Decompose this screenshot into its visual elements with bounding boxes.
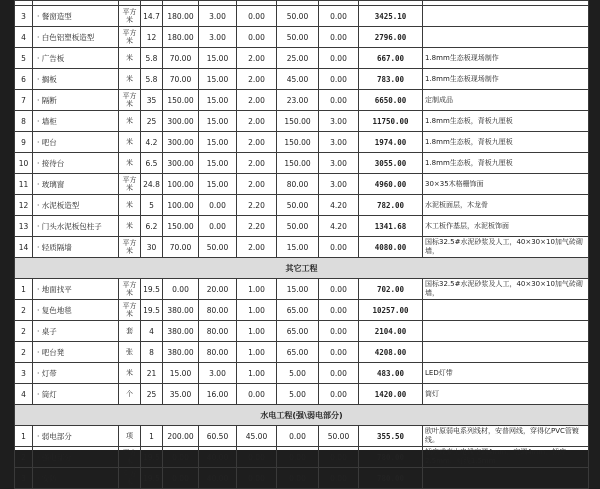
item-name-cell: · 吧台凳 [33,342,119,363]
amount-cell: 10257.00 [359,300,423,321]
labor-price-cell: 80.00 [277,174,319,195]
quantity-cell: 8 [141,342,163,363]
amount-cell: 782.00 [359,195,423,216]
table-row [15,111,589,132]
section-header [15,258,589,279]
other-fee-cell: 3.00 [319,153,359,174]
labor-price-cell: 25.00 [277,48,319,69]
auxiliary-price-cell: 15.00 [199,111,237,132]
unit-cell: 米 [119,216,141,237]
quote-sheet [14,0,588,486]
other-fee-cell: 0.00 [319,447,359,468]
remarks-cell: 1.8mm生态板现场制作 [423,48,589,69]
material-price-cell: 380.00 [163,342,199,363]
remarks-cell: 30×35木格栅饰面 [423,174,589,195]
labor-price-cell: 65.00 [277,342,319,363]
loss-rate-cell: 1.00 [237,321,277,342]
auxiliary-price-cell: 80.00 [199,342,237,363]
labor-price-cell: 5.00 [277,384,319,405]
labor-price-cell: 0.00 [277,447,319,468]
item-name-cell: · 白色铝塑板造型 [33,27,119,48]
quantity-cell: 35 [141,90,163,111]
material-price-cell: 180.00 [163,27,199,48]
remarks-cell: 木工板作基层，水泥板饰面 [423,216,589,237]
other-fee-cell: 0.00 [319,342,359,363]
remarks-cell: LED灯带 [423,363,589,384]
amount-cell: 2104.00 [359,321,423,342]
auxiliary-price-cell: 15.00 [199,132,237,153]
item-name-cell: · 灯带 [33,363,119,384]
row-number-cell: 6 [15,69,33,90]
item-name-cell: · 强电部分 [33,447,119,468]
labor-price-cell: 150.00 [277,132,319,153]
other-fee-cell: 0.00 [319,384,359,405]
other-fee-cell: 0.00 [319,6,359,27]
remarks-cell: 水泥板面层，木龙骨 [423,195,589,216]
amount-cell: 783.00 [359,69,423,90]
amount-cell: 6650.00 [359,90,423,111]
quantity-cell: 19.5 [141,468,163,489]
quantity-cell: 21 [141,363,163,384]
quantity-cell: 25 [141,384,163,405]
table-row [15,27,589,48]
unit-cell: 平方米 [119,279,141,300]
material-price-cell: 100.00 [163,174,199,195]
other-fee-cell: 0.00 [319,363,359,384]
material-price-cell: 70.00 [163,69,199,90]
other-fee-cell: 0.00 [319,300,359,321]
other-fee-cell: 4.20 [319,195,359,216]
loss-rate-cell: 2.00 [237,111,277,132]
table-row [15,174,589,195]
amount-cell: 2796.00 [359,27,423,48]
auxiliary-price-cell: 15.00 [199,90,237,111]
remarks-cell: 定制成品 [423,90,589,111]
table-row [15,363,589,384]
amount-cell: 3055.00 [359,153,423,174]
table-row [15,195,589,216]
remarks-cell: 1.8mm生态板现场制作 [423,69,589,90]
unit-cell: 平方米 [119,237,141,258]
table-row [15,48,589,69]
labor-price-cell: 45.00 [277,69,319,90]
item-name-cell: · 轻质隔墙 [33,237,119,258]
labor-price-cell: 0.00 [277,426,319,447]
quantity-cell: 5.8 [141,48,163,69]
item-name-cell: · 水泥板造型 [33,195,119,216]
section-title: 其它工程 [15,258,589,279]
auxiliary-price-cell: 0.00 [199,195,237,216]
amount-cell: 483.00 [359,363,423,384]
row-number-cell: 4 [15,384,33,405]
row-number-cell: 4 [15,27,33,48]
unit-cell: 米 [119,69,141,90]
table-row [15,468,589,489]
quantity-cell: 5.8 [141,69,163,90]
table-row [15,384,589,405]
labor-price-cell: 0.00 [277,468,319,489]
quantity-cell: 4 [141,321,163,342]
remarks-cell: 筒灯 [423,384,589,405]
section-header [15,405,589,426]
remarks-cell [423,321,589,342]
amount-cell: 780.00 [359,468,423,489]
auxiliary-price-cell: 60.50 [199,426,237,447]
unit-cell: 平方米 [119,6,141,27]
amount-cell: 4208.00 [359,342,423,363]
row-number-cell: 8 [15,111,33,132]
auxiliary-price-cell: 3.00 [199,6,237,27]
auxiliary-price-cell: 3.00 [199,27,237,48]
amount-cell: 702.00 [359,279,423,300]
auxiliary-price-cell: 15.00 [199,153,237,174]
labor-price-cell: 15.00 [277,279,319,300]
row-number-cell: 3 [15,6,33,27]
loss-rate-cell: 45.00 [237,426,277,447]
remarks-cell: 1.8mm生态板，背板九厘板 [423,153,589,174]
other-fee-cell: 3.00 [319,132,359,153]
material-price-cell: 380.00 [163,300,199,321]
quantity-cell: 25 [141,111,163,132]
quantity-cell: 12 [141,27,163,48]
unit-cell: 个 [119,384,141,405]
material-price-cell: 70.00 [163,48,199,69]
amount-cell: 667.00 [359,48,423,69]
item-name-cell: · 筒灯 [33,384,119,405]
other-fee-cell: 4.20 [319,216,359,237]
unit-cell: 张 [119,342,141,363]
amount-cell: 4960.00 [359,174,423,195]
remarks-cell [423,27,589,48]
unit-cell: 平方米 [119,447,141,468]
unit-cell: 米 [119,195,141,216]
auxiliary-price-cell: 15.00 [199,48,237,69]
remarks-cell [423,342,589,363]
material-price-cell: 0.00 [163,447,199,468]
table-row [15,69,589,90]
other-fee-cell: 0.00 [319,27,359,48]
loss-rate-cell: 2.00 [237,174,277,195]
loss-rate-cell: 2.00 [237,237,277,258]
row-number-cell: 1 [15,279,33,300]
loss-rate-cell: 0.00 [237,6,277,27]
loss-rate-cell: 1.00 [237,300,277,321]
unit-cell: 平方米 [119,174,141,195]
auxiliary-price-cell: 0.00 [199,216,237,237]
other-fee-cell: 0.00 [319,279,359,300]
labor-price-cell: 50.00 [277,216,319,237]
table-row [15,426,589,447]
labor-price-cell: 150.00 [277,111,319,132]
auxiliary-price-cell: 16.00 [199,384,237,405]
other-fee-cell: 0.00 [319,48,359,69]
labor-price-cell: 150.00 [277,153,319,174]
labor-price-cell: 50.00 [277,195,319,216]
quantity-cell: 4.2 [141,132,163,153]
table-row [15,216,589,237]
item-name-cell: · 隔断 [33,90,119,111]
other-fee-cell: 0.00 [319,321,359,342]
amount-cell: 355.50 [359,426,423,447]
unit-cell: 项 [119,426,141,447]
row-number-cell: 11 [15,174,33,195]
loss-rate-cell: 0.00 [237,468,277,489]
item-name-cell: · 餐窗造型 [33,6,119,27]
item-name-cell: · 安防 [33,468,119,489]
material-price-cell: 300.00 [163,111,199,132]
other-fee-cell: 0.00 [319,468,359,489]
quantity-cell: 14.7 [141,6,163,27]
amount-cell: 11750.00 [359,111,423,132]
quantity-cell: 30 [141,237,163,258]
unit-cell: 米 [119,111,141,132]
amount-cell: 1341.68 [359,216,423,237]
unit-cell: 平方米 [119,90,141,111]
quantity-cell: 6.5 [141,153,163,174]
item-name-cell: · 弱电部分 [33,426,119,447]
other-fee-cell: 0.00 [319,237,359,258]
other-fee-cell: 0.00 [319,90,359,111]
auxiliary-price-cell: 40.00 [199,447,237,468]
row-number-cell: 13 [15,216,33,237]
item-name-cell: · 搁板 [33,69,119,90]
material-price-cell: 0.00 [163,468,199,489]
table-row [15,90,589,111]
labor-price-cell: 23.00 [277,90,319,111]
auxiliary-price-cell: 15.00 [199,174,237,195]
unit-cell: 平方米 [119,468,141,489]
item-name-cell: · 广告板 [33,48,119,69]
remarks-cell [423,300,589,321]
item-name-cell: · 门头水泥板包柱子 [33,216,119,237]
row-number-cell: 9 [15,132,33,153]
amount-cell: 1974.00 [359,132,423,153]
table-row [15,237,589,258]
amount-cell: 4080.00 [359,237,423,258]
unit-cell: 米 [119,132,141,153]
table-row [15,153,589,174]
quantity-cell: 6.2 [141,216,163,237]
row-number-cell: 2 [15,321,33,342]
loss-rate-cell: 2.00 [237,132,277,153]
row-number-cell: 10 [15,153,33,174]
remarks-cell: 欧叶原弱电系列线材，安普网线，穿得亿PVC管镀线。 [423,426,589,447]
table-row [15,447,589,468]
material-price-cell: 70.00 [163,237,199,258]
row-number-cell: 2 [15,300,33,321]
labor-price-cell: 50.00 [277,27,319,48]
auxiliary-price-cell: 15.00 [199,69,237,90]
loss-rate-cell: 2.00 [237,69,277,90]
other-fee-cell: 50.00 [319,426,359,447]
row-number-cell: 14 [15,237,33,258]
unit-cell: 米 [119,153,141,174]
auxiliary-price-cell: 80.00 [199,321,237,342]
material-price-cell: 200.00 [163,426,199,447]
section-title: 水电工程(强\弱电部分) [15,405,589,426]
labor-price-cell: 65.00 [277,321,319,342]
quantity-cell: 19.5 [141,447,163,468]
table-row [15,132,589,153]
material-price-cell: 380.00 [163,321,199,342]
labor-price-cell: 5.00 [277,363,319,384]
row-number-cell: 3 [15,363,33,384]
item-name-cell: · 玻璃窗 [33,174,119,195]
other-fee-cell: 0.00 [319,69,359,90]
row-number-cell: 7 [15,90,33,111]
auxiliary-price-cell: 50.00 [199,237,237,258]
loss-rate-cell: 1.00 [237,279,277,300]
loss-rate-cell: 2.00 [237,90,277,111]
loss-rate-cell: 0.00 [237,27,277,48]
row-number-cell: 5 [15,48,33,69]
row-number-cell: 2 [15,342,33,363]
material-price-cell: 150.00 [163,90,199,111]
row-number-cell: 12 [15,195,33,216]
quantity-cell: 1 [141,426,163,447]
labor-price-cell: 50.00 [277,6,319,27]
amount-cell: 780.00 [359,447,423,468]
material-price-cell: 300.00 [163,153,199,174]
table-row [15,342,589,363]
remarks-cell: 1.8mm生态板，背板九厘板 [423,132,589,153]
item-name-cell: · 接待台 [33,153,119,174]
auxiliary-price-cell: 80.00 [199,300,237,321]
quantity-cell: 19.5 [141,279,163,300]
loss-rate-cell: 0.00 [237,447,277,468]
loss-rate-cell: 2.20 [237,216,277,237]
material-price-cell: 0.00 [163,279,199,300]
other-fee-cell: 3.00 [319,174,359,195]
remarks-cell [423,468,589,489]
row-number-cell: 1 [15,426,33,447]
material-price-cell: 35.00 [163,384,199,405]
unit-cell: 米 [119,363,141,384]
row-number-cell: 3 [15,468,33,489]
table-row [15,321,589,342]
remarks-cell: 国标32.5#水泥砂浆及人工，40×30×10加气砖砌墙， [423,237,589,258]
remarks-cell: 插座或泰山电线空调4mm，空调4mm，插座2.5mm，灯线1.5mm [423,447,589,468]
material-price-cell: 180.00 [163,6,199,27]
unit-cell: 平方米 [119,27,141,48]
table-row [15,279,589,300]
other-fee-cell: 3.00 [319,111,359,132]
amount-cell: 3425.10 [359,6,423,27]
quantity-cell: 19.5 [141,300,163,321]
item-name-cell: · 墙柜 [33,111,119,132]
unit-cell: 套 [119,321,141,342]
auxiliary-price-cell: 20.00 [199,279,237,300]
item-name-cell: · 桌子 [33,321,119,342]
auxiliary-price-cell: 3.00 [199,363,237,384]
item-name-cell: · 复色地毯 [33,300,119,321]
unit-cell: 米 [119,48,141,69]
quantity-cell: 24.8 [141,174,163,195]
material-price-cell: 100.00 [163,195,199,216]
loss-rate-cell: 2.00 [237,48,277,69]
table-row [15,300,589,321]
material-price-cell: 15.00 [163,363,199,384]
amount-cell: 1420.00 [359,384,423,405]
loss-rate-cell: 1.00 [237,342,277,363]
quantity-cell: 5 [141,195,163,216]
remarks-cell: 国标32.5#水泥砂浆及人工，40×30×10加气砖砌墙， [423,279,589,300]
row-number-cell: 2 [15,447,33,468]
remarks-cell [423,6,589,27]
labor-price-cell: 15.00 [277,237,319,258]
material-price-cell: 300.00 [163,132,199,153]
auxiliary-price-cell: 40.00 [199,468,237,489]
remarks-cell: 1.8mm生态板，背板九厘板 [423,111,589,132]
table-row [15,6,589,27]
quote-table [14,0,589,489]
loss-rate-cell: 0.00 [237,384,277,405]
item-name-cell: · 地面找平 [33,279,119,300]
loss-rate-cell: 1.00 [237,363,277,384]
loss-rate-cell: 2.00 [237,153,277,174]
loss-rate-cell: 2.20 [237,195,277,216]
unit-cell: 平方米 [119,300,141,321]
labor-price-cell: 65.00 [277,300,319,321]
item-name-cell: · 吧台 [33,132,119,153]
material-price-cell: 150.00 [163,216,199,237]
